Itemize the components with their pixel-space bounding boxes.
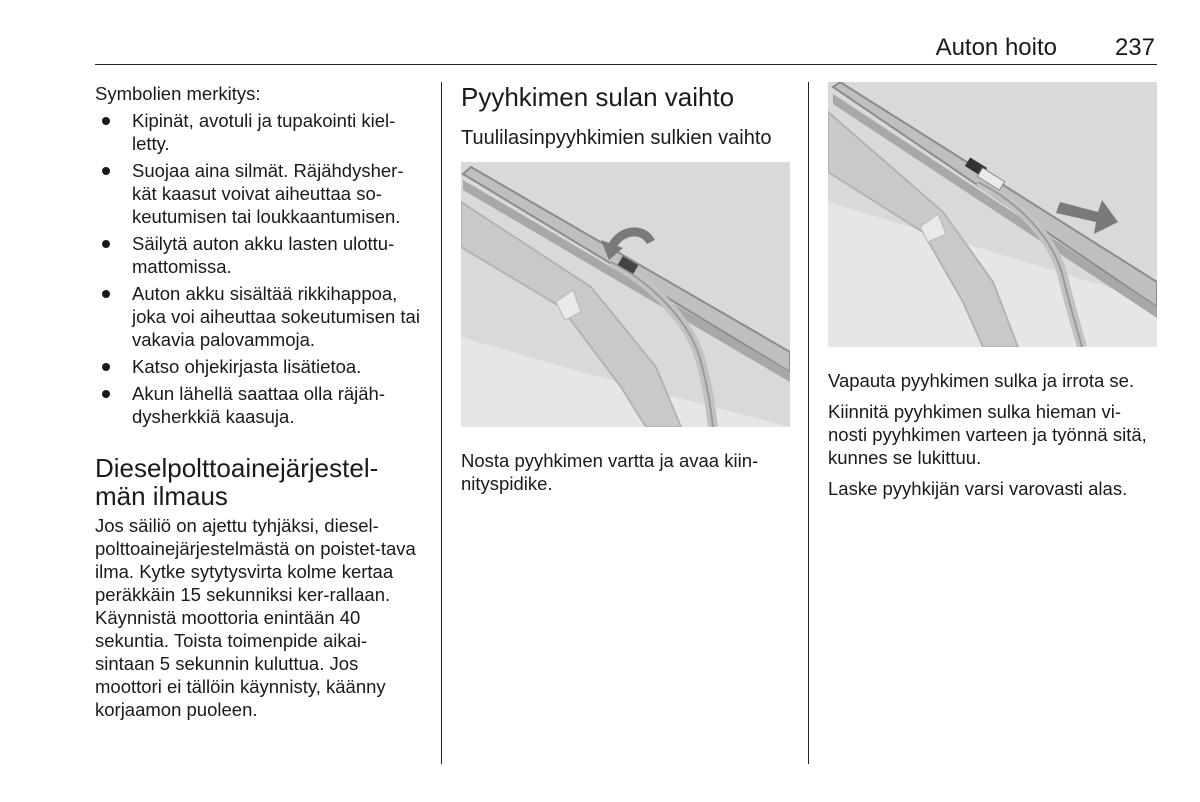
bullet-icon bbox=[102, 240, 110, 248]
page-header bbox=[95, 30, 1157, 65]
list-item: Suojaa aina silmät. Räjähdysher-kät kaasut voivat aiheuttaa so-keutumisen tai loukkaantumisen. bbox=[95, 159, 425, 228]
column-divider bbox=[808, 82, 809, 764]
bullet-icon bbox=[102, 290, 110, 298]
column-right bbox=[828, 82, 1158, 500]
section-title: Auton hoito bbox=[935, 34, 1057, 61]
warning-list bbox=[95, 109, 425, 428]
figure-caption: Nosta pyyhkimen vartta ja avaa kiin-nityspidike. bbox=[461, 450, 759, 494]
diesel-heading: Dieselpolttoainejärjestel-män ilmaus bbox=[95, 453, 379, 511]
list-item: Säilytä auton akku lasten ulottu-mattomissa. bbox=[95, 232, 425, 278]
column-middle bbox=[461, 82, 791, 495]
list-item: Auton akku sisältää rikkihappoa, joka voi aiheuttaa sokeutumisen tai vakavia palovammoja. bbox=[95, 282, 425, 351]
wiper-heading: Pyyhkimen sulan vaihto bbox=[461, 82, 735, 112]
wiper-subheading: Tuulilasinpyyhkimien sulkien vaihto bbox=[461, 127, 772, 149]
list-item: Akun lähellä saattaa olla räjäh-dysherkkiä kaasuja. bbox=[95, 382, 425, 428]
step-paragraph: Vapauta pyyhkimen sulka ja irrota se. bbox=[828, 370, 1135, 391]
column-divider bbox=[441, 82, 442, 764]
wiper-lift-illustration bbox=[461, 162, 790, 427]
bullet-icon bbox=[102, 363, 110, 371]
wiper-release-illustration bbox=[828, 82, 1157, 347]
bullet-icon bbox=[102, 117, 110, 125]
column-left bbox=[95, 82, 425, 721]
page-number: 237 bbox=[1114, 34, 1155, 61]
step-paragraph: Laske pyyhkijän varsi varovasti alas. bbox=[828, 478, 1128, 499]
bullet-icon bbox=[102, 167, 110, 175]
list-item: Katso ohjekirjasta lisätietoa. bbox=[95, 355, 425, 378]
symbols-intro: Symbolien merkitys: bbox=[95, 83, 261, 104]
diesel-body: Jos säiliö on ajettu tyhjäksi, diesel-polttoainejärjestelmästä on poistet-tava ilma. Kytke sytytysvirta kolme kertaa peräkkäin 15 sekunniksi ker-rallaan. Käynnistä moottoria enintään 40 sekuntia. Toista toimenpide aikai-sintaan 5 sekunnin kuluttua. Jos moottori ei tällöin käynnisty, käänny korjaamon puoleen. bbox=[95, 515, 416, 720]
list-item: Kipinät, avotuli ja tupakointi kiel-letty. bbox=[95, 109, 425, 155]
bullet-icon bbox=[102, 390, 110, 398]
step-paragraph: Kiinnitä pyyhkimen sulka hieman vi-nosti pyyhkimen varteen ja työnnä sitä, kunnes se lukittuu. bbox=[828, 401, 1147, 468]
